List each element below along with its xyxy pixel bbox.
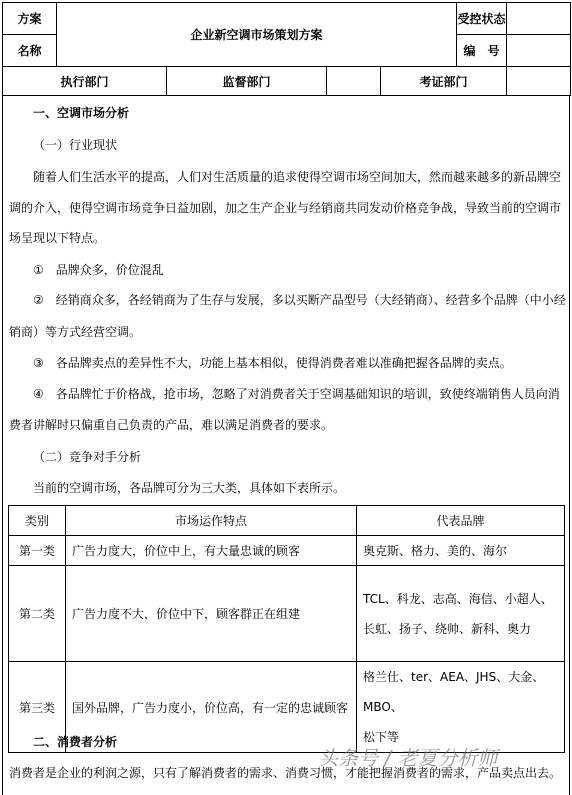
brands-line: 格兰仕、ter、AEA、JHS、大金、MBO、 <box>363 670 545 714</box>
competition-table <box>8 505 565 753</box>
scheme-label: 名称 <box>3 35 57 67</box>
list-item: ② 经销商众多，各经销商为了生存与发展，多以买断产品型号（大经销商）、经营多个品牌（中小经 <box>33 293 566 307</box>
category-cell: 第一类 <box>9 536 66 566</box>
status-label: 受控状态 <box>457 3 507 35</box>
brands-cell <box>357 662 565 753</box>
verify-dept-label: 考证部门 <box>381 67 507 96</box>
brands-line: 长虹、扬子、绕帅、新科、奥力 <box>363 621 532 636</box>
exec-dept-label: 执行部门 <box>3 67 167 96</box>
table-header: 市场运作特点 <box>66 506 357 536</box>
brands-line: 松下等 <box>363 730 400 744</box>
number-label: 编 号 <box>457 35 507 67</box>
paragraph-line: 场呈现以下特点。 <box>9 231 106 245</box>
feature-cell: 广告力度大，价位中上，有大量忠诚的顾客 <box>66 536 357 566</box>
table-header: 代表品牌 <box>357 506 565 536</box>
category-cell: 第三类 <box>9 662 66 753</box>
list-item: 费者讲解时只偏重自己负责的产品，难以满足消费者的要求。 <box>9 418 334 432</box>
scheme-label: 方案 <box>3 3 57 35</box>
section-heading: 一、空调市场分析 <box>33 106 130 120</box>
table-row <box>9 566 565 662</box>
status-value[interactable] <box>507 3 571 35</box>
subsection-heading: （一）行业现状 <box>33 138 118 152</box>
document-title: 企业新空调市场策划方案 <box>57 3 457 67</box>
subsection-heading: （二）竞争对手分析 <box>33 450 142 464</box>
list-item: ③ 各品牌卖点的差异性不大，功能上基本相似，使得消费者难以准确把握各品牌的卖点。 <box>33 356 512 370</box>
paragraph-line: 当前的空调市场，各品牌可分为三大类，具体如下表所示。 <box>33 481 346 495</box>
table-header: 类别 <box>9 506 66 536</box>
brands-cell <box>357 536 565 566</box>
verify-dept-value[interactable] <box>507 67 571 96</box>
feature-cell: 广告力度不大，价位中下，顾客群正在组建 <box>66 566 357 662</box>
paragraph-line: 消费者是企业的利润之源，只有了解消费者的需求、消费习惯，才能把握消费者的需求，产品卖点出去。 <box>9 766 562 780</box>
watermark: 头条号 / 老夏分析师 <box>318 746 498 770</box>
category-cell: 第二类 <box>9 566 66 662</box>
table-row <box>9 536 565 566</box>
brands-line: 奥克斯、格力、美的、海尔 <box>363 544 508 558</box>
feature-cell: 国外品牌，广告力度小，价位高，有一定的忠诚顾客 <box>66 662 357 753</box>
paragraph-line: 随着人们生活水平的提高，人们对生活质量的追求使得空调市场空间加大，然而越来越多的新品牌空 <box>33 170 562 184</box>
list-item: ① 品牌众多，价位混乱 <box>33 263 164 277</box>
list-item: 销商）等方式经营空调。 <box>9 325 142 339</box>
brands-line: TCL、科龙、志高、海信、小超人、 <box>363 591 553 606</box>
paragraph-line: 调的介入，使得空调市场竞争日益加剧，加之生产企业与经销商共同发动价格竞争战，导致当前的空调市 <box>9 201 562 215</box>
number-value[interactable] <box>507 35 571 67</box>
supervise-dept-value[interactable] <box>327 67 381 96</box>
header-table <box>2 2 571 96</box>
section-heading: 二、消费者分析 <box>33 735 118 749</box>
brands-cell <box>357 566 565 662</box>
list-item: ④ 各品牌忙于价格战，抢市场，忽略了对消费者关于空调基础知识的培训，致使终端销售人员向消 <box>33 387 560 401</box>
supervise-dept-label: 监督部门 <box>167 67 327 96</box>
